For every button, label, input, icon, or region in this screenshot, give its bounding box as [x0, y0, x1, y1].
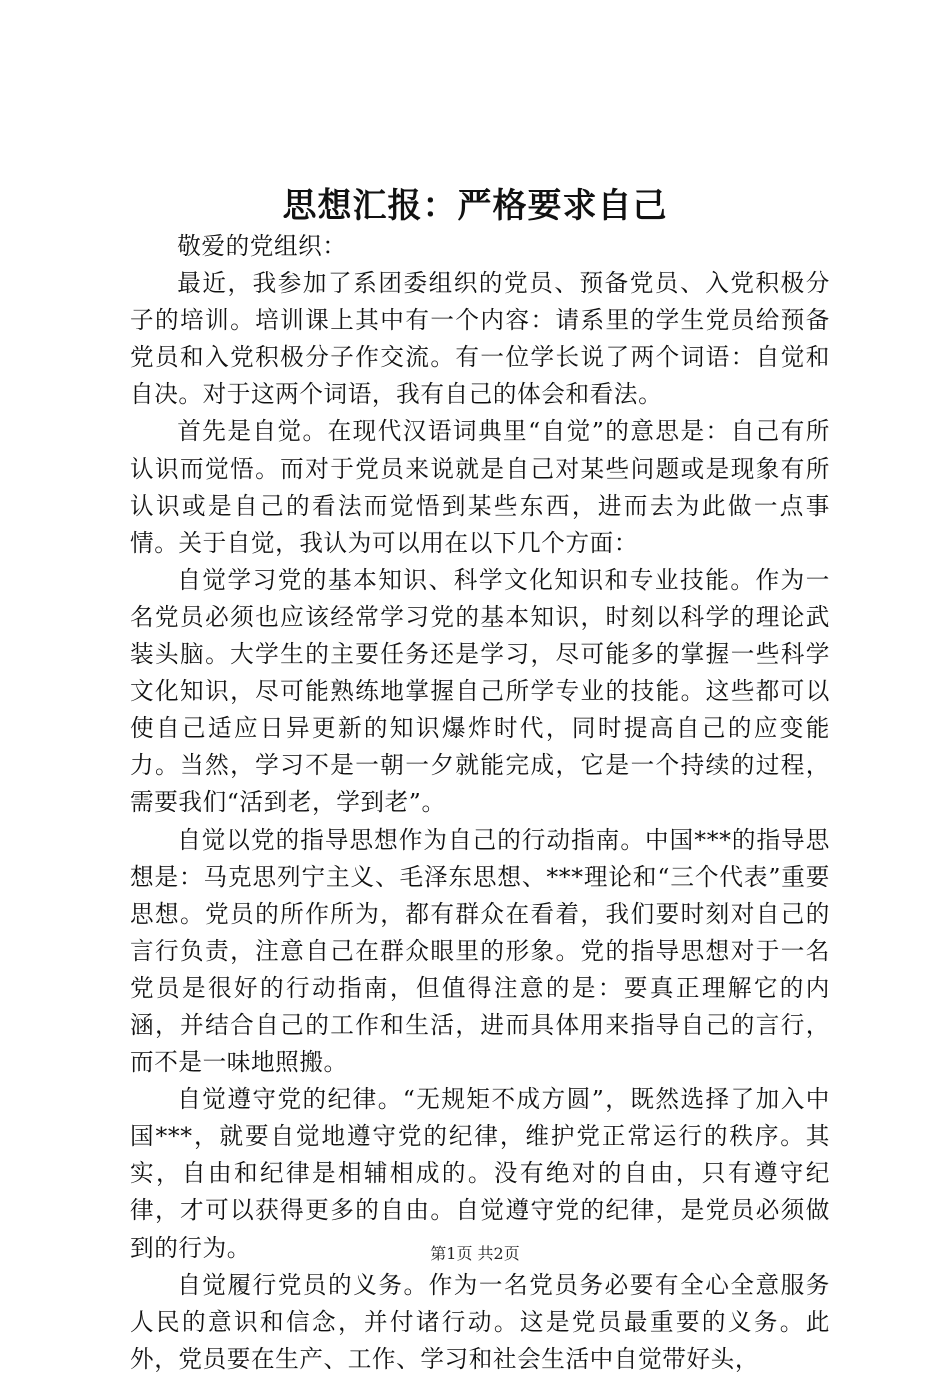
paragraph: 自觉学习党的基本知识、科学文化知识和专业技能。作为一名党员必须也应该经常学习党的基本知识，时刻以科学的理论武装头脑。大学生的主要任务还是学习，尽可能多的掌握一些科学文化知识，尽可能熟练地掌握自己所学专业的技能。这些都可以使自己适应日异更新的知识爆炸时代，同时提高自己的应变能力。当然，学习不是一朝一夕就能完成，它是一个持续的过程，需要我们“活到老，学到老”。 [130, 565, 830, 817]
paragraph: 最近，我参加了系团委组织的党员、预备党员、入党积极分子的培训。培训课上其中有一个内容：请系里的学生党员给预备党员和入党积极分子作交流。有一位学长说了两个词语：自觉和自决。对于这两个词语，我有自己的体会和看法。 [130, 269, 830, 409]
document-body [130, 228, 830, 1378]
paragraph: 首先是自觉。在现代汉语词典里“自觉”的意思是：自己有所认识而觉悟。而对于党员来说就是自己对某些问题或是现象有所认识或是自己的看法而觉悟到某些东西，进而去为此做一点事情。关于自觉，我认为可以用在以下几个方面： [130, 417, 830, 557]
paragraph: 自觉遵守党的纪律。“无规矩不成方圆”，既然选择了加入中国***，就要自觉地遵守党的纪律，维护党正常运行的秩序。其实，自由和纪律是相辅相成的。没有绝对的自由，只有遵守纪律，才可以获得更多的自由。自觉遵守党的纪律，是党员必须做到的行为。 [130, 1085, 830, 1262]
salutation: 敬爱的党组织： [177, 232, 347, 260]
page-indicator: 第1页 共2页 [430, 1244, 520, 1263]
paragraph: 自觉履行党员的义务。作为一名党员务必要有全心全意服务人民的意识和信念，并付诸行动。这是党员最重要的义务。此外，党员要在生产、工作、学习和社会生活中自觉带好头， [130, 1270, 830, 1373]
paragraph: 自觉以党的指导思想作为自己的行动指南。中国***的指导思想是：马克思列宁主义、毛泽东思想、***理论和“三个代表”重要思想。党员的所作所为，都有群众在看着，我们要时刻对自己的言行负责，注意自己在群众眼里的形象。党的指导思想对于一名党员是很好的行动指南，但值得注意的是：要真正理解它的内涵，并结合自己的工作和生活，进而具体用来指导自己的言行，而不是一味地照搬。 [130, 825, 830, 1077]
document-title: 思想汇报：严格要求自己 [282, 186, 668, 226]
page-footer [0, 1243, 950, 1265]
